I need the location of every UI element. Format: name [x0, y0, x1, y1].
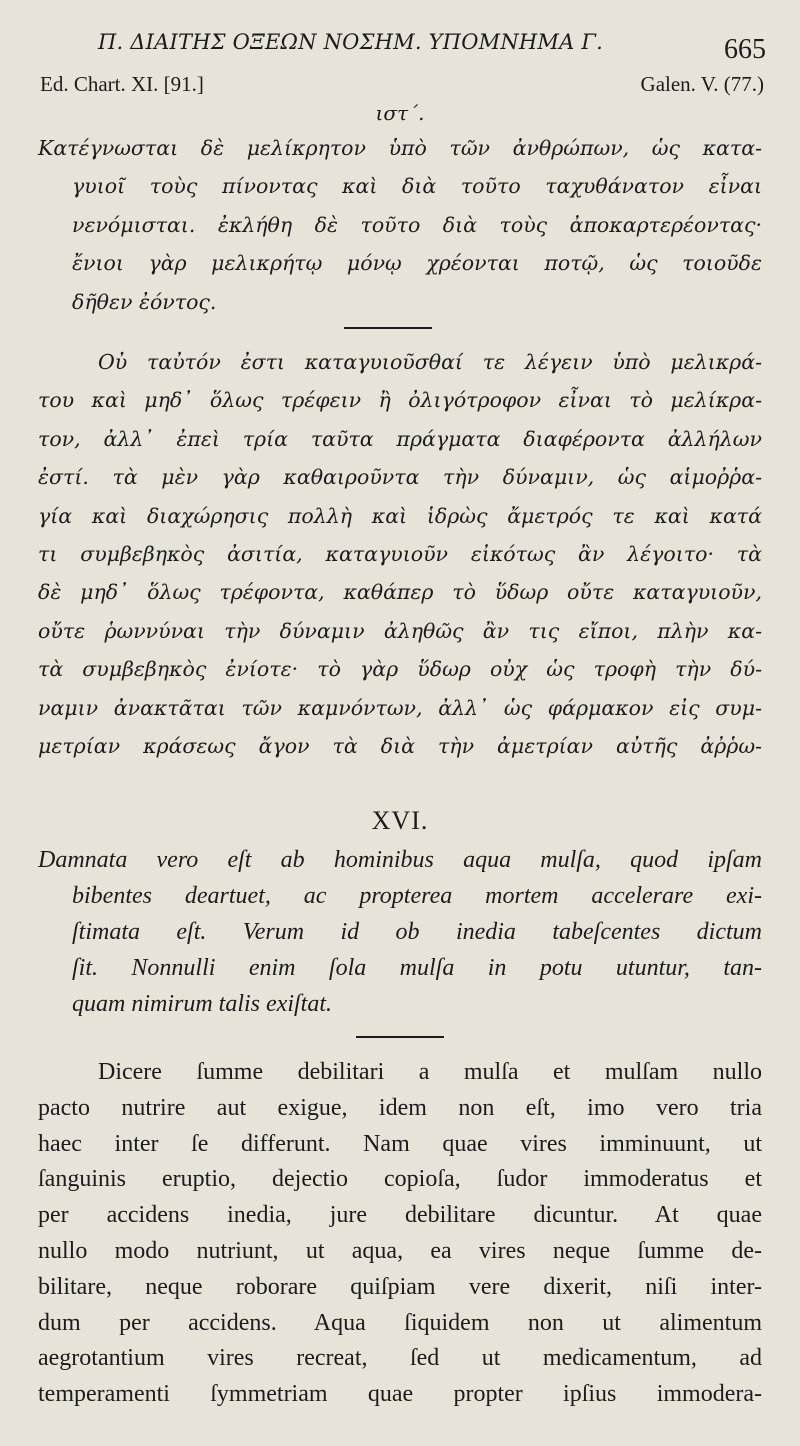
latin-text-line: quam nimirum talis exiſtat.: [72, 991, 332, 1017]
greek-text: [38, 129, 762, 321]
greek-commentary-line: ἐστί. τὰ μὲν γὰρ καθαιροῦντα τὴν δύναμιν, ὡς αἱμοῤῥα-: [38, 465, 762, 490]
edition-reference-galen: Galen. V. (77.): [640, 72, 764, 96]
latin-commentary-line: nullo modo nutriunt, ut aqua, ea vires neque ſumme de-: [38, 1237, 762, 1264]
greek-commentary-line: δὲ μηδ᾽ ὅλως τρέφοντα, καθάπερ τὸ ὕδωρ οὔτε καταγυιοῦν,: [38, 580, 762, 605]
latin-commentary: [38, 1055, 762, 1413]
greek-commentary-line: γία καὶ διαχώρησις πολλὴ καὶ ἱδρὼς ἄμετρός τε καὶ κατά: [38, 503, 762, 528]
running-head: [0, 28, 800, 68]
latin-commentary-line: pacto nutrire aut exigue, idem non eſt, imo vero tria: [38, 1094, 762, 1121]
running-title: Π. ΔΙΑΙΤΗΣ ΟΞΕΩΝ ΝΟΣΗΜ. ΥΠΟΜΝΗΜΑ Γ.: [98, 30, 603, 54]
greek-text-line: δῆθεν ἐόντος.: [72, 289, 217, 314]
latin-commentary-line: dum per accidens. Aqua ſiquidem non ut alimentum: [38, 1309, 762, 1336]
latin-text-line: Damnata vero eſt ab hominibus aqua mulſa, quod ipſam: [38, 847, 762, 873]
latin-commentary-line: per accidens inedia, jure debilitare dicuntur. At quae: [38, 1202, 762, 1229]
greek-text-line: γυιοῖ τοὺς πίνοντας καὶ διὰ τοῦτο ταχυθάνατον εἶναι: [72, 174, 762, 199]
separator-rule: [356, 1036, 444, 1038]
latin-commentary-line: ſanguinis eruptio, dejectio copioſa, ſudor immoderatus et: [38, 1166, 762, 1193]
latin-commentary-line: aegrotantium vires recreat, ſed ut medicamentum, ad: [38, 1345, 762, 1372]
latin-commentary-line: haec inter ſe differunt. Nam quae vires imminuunt, ut: [38, 1130, 762, 1157]
greek-commentary-line: τον, ἀλλ᾽ ἐπεὶ τρία ταῦτα πράγματα διαφέροντα ἀλλήλων: [38, 426, 762, 451]
greek-section-numeral: ιστ΄.: [375, 101, 425, 125]
greek-commentary-line: του καὶ μηδ᾽ ὅλως τρέφειν ἢ ὀλιγότροφον εἶναι τὸ μελίκρα-: [38, 388, 762, 413]
greek-commentary-line: Οὐ ταὐτόν ἐστι καταγυιοῦσθαί τε λέγειν ὑπὸ μελικρά-: [98, 350, 762, 374]
latin-text-line: ſtimata eſt. Verum id ob inedia tabeſcentes dictum: [72, 919, 762, 945]
greek-text-line: ἔνιοι γὰρ μελικρήτῳ μόνῳ χρέονται ποτῷ, ὡς τοιοῦδε: [72, 251, 762, 276]
latin-commentary-line: bilitare, neque roborare quiſpiam vere dixerit, niſi inter-: [38, 1273, 762, 1300]
latin-text-line: ſit. Nonnulli enim ſola mulſa in potu utuntur, tan-: [72, 955, 762, 981]
greek-commentary-line: τὰ συμβεβηκὸς ἐνίοτε· τὸ γὰρ ὕδωρ οὐχ ὡς τροφὴ τὴν δύ-: [38, 657, 762, 682]
greek-commentary-line: τι συμβεβηκὸς ἀσιτία, καταγυιοῦν εἰκότως ἂν λέγοιτο· τὰ: [38, 541, 762, 566]
greek-commentary-line: μετρίαν κράσεως ἄγον τὰ διὰ τὴν ἀμετρίαν αὐτῆς ἀῤῥω-: [38, 733, 762, 758]
page-number: 665: [724, 34, 766, 65]
greek-commentary-line: ναμιν ἀνακτᾶται τῶν καμνόντων, ἀλλ᾽ ὡς φάρμακον εἰς συμ-: [38, 695, 762, 720]
greek-commentary-line: οὔτε ῥωννύναι τὴν δύναμιν ἀληθῶς ἂν τις εἴποι, πλὴν κα-: [38, 618, 762, 643]
latin-commentary-line: temperamenti ſymmetriam quae propter ipſius immodera-: [38, 1381, 762, 1408]
edition-reference-chartier: Ed. Chart. XI. [91.]: [40, 72, 204, 96]
latin-commentary-line: Dicere ſumme debilitari a mulſa et mulſam nullo: [98, 1059, 762, 1085]
latin-text-line: bibentes deartuet, ac propterea mortem accelerare exi-: [72, 883, 762, 909]
greek-commentary: [38, 343, 762, 765]
greek-text-line: νενόμισται. ἐκλήθη δὲ τοῦτο διὰ τοὺς ἀποκαρτερέοντας·: [72, 212, 762, 237]
greek-text-line: Κατέγνωσται δὲ μελίκρητον ὑπὸ τῶν ἀνθρώπων, ὡς κατα-: [38, 136, 762, 160]
latin-text: [38, 842, 762, 1022]
latin-section-number: XVI.: [371, 806, 429, 835]
separator-rule: [344, 327, 432, 329]
